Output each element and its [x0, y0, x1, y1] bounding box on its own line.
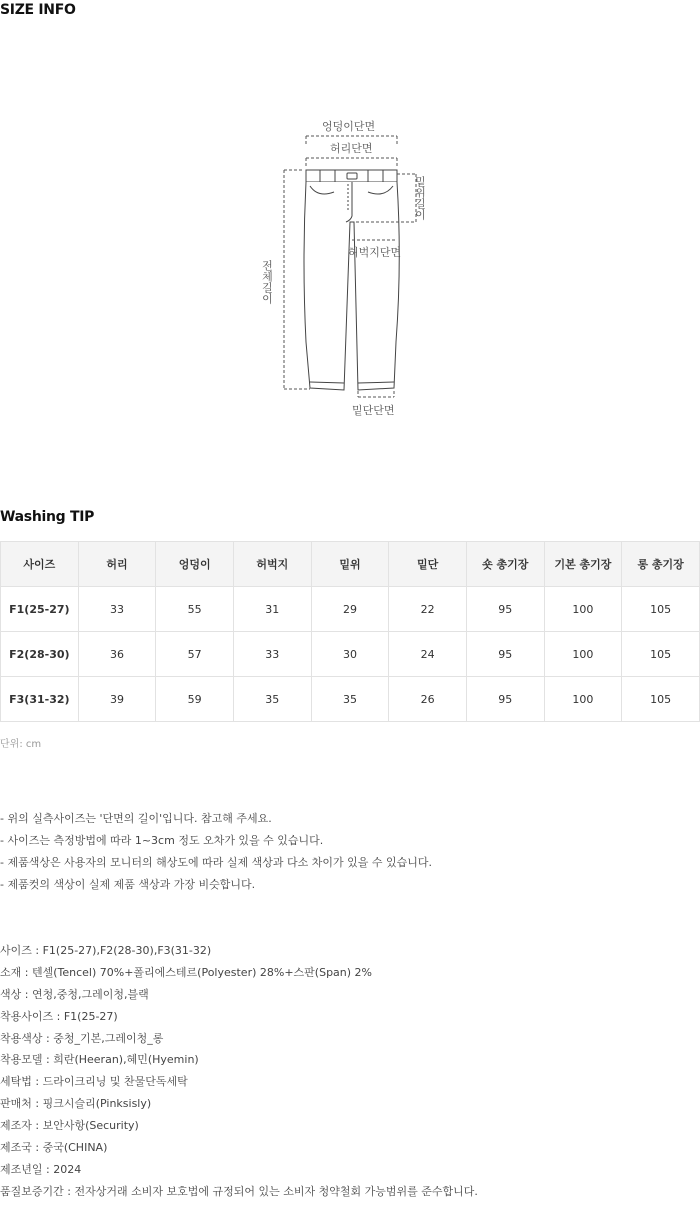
info-item: 착용사이즈 : F1(25-27) — [0, 1009, 118, 1023]
table-cell: 57 — [156, 632, 234, 677]
table-cell: F2(28-30) — [1, 632, 79, 677]
size-table — [0, 541, 700, 722]
header-size: 사이즈 — [1, 542, 79, 587]
table-cell: 35 — [311, 677, 389, 722]
table-cell: 33 — [78, 587, 156, 632]
header-hem: 밑단 — [389, 542, 467, 587]
header-thigh: 허벅지 — [233, 542, 311, 587]
info-item: 제조국 : 중국(CHINA) — [0, 1141, 108, 1155]
header-short-length: 숏 총기장 — [466, 542, 544, 587]
table-cell: 105 — [622, 587, 700, 632]
hem-label: 밑단단면 — [352, 404, 395, 417]
pants-illustration — [304, 170, 402, 390]
info-item: 색상 : 연청,중청,그레이청,블랙 — [0, 987, 149, 1001]
table-cell: 31 — [233, 587, 311, 632]
table-cell: 30 — [311, 632, 389, 677]
pants-size-diagram — [240, 112, 460, 422]
table-header-row — [1, 542, 700, 587]
note-item: - 위의 실측사이즈는 '단면의 길이'입니다. 참고해 주세요. — [0, 812, 272, 825]
table-cell: 105 — [622, 632, 700, 677]
table-cell: 24 — [389, 632, 467, 677]
table-cell: 29 — [311, 587, 389, 632]
header-regular-length: 기본 총기장 — [544, 542, 622, 587]
info-item: 판매처 : 핑크시슬리(Pinksisly) — [0, 1097, 152, 1111]
info-item: 세탁법 : 드라이크리닝 및 찬물단독세탁 — [0, 1075, 188, 1089]
table-cell: 22 — [389, 587, 467, 632]
note-item: - 제품색상은 사용자의 모니터의 해상도에 따라 실제 색상과 다소 차이가 있을 수 있습니다. — [0, 856, 432, 869]
table-cell: 100 — [544, 587, 622, 632]
info-item: 제조자 : 보안사항(Security) — [0, 1119, 139, 1133]
info-item: 착용색상 : 중청_기본,그레이청_롱 — [0, 1031, 164, 1045]
info-item: 소재 : 텐셀(Tencel) 70%+폴리에스테르(Polyester) 28%+스판(Span) 2% — [0, 965, 373, 979]
table-row — [1, 632, 700, 677]
table-cell: 26 — [389, 677, 467, 722]
rise-label: 밑위길이 — [413, 176, 427, 220]
size-info-title: SIZE INFO — [0, 2, 76, 18]
washing-tip-title: Washing TIP — [0, 509, 95, 525]
product-info-list — [0, 944, 478, 1207]
table-cell: 55 — [156, 587, 234, 632]
info-item: 착용모델 : 희란(Heeran),혜민(Hyemin) — [0, 1053, 199, 1067]
table-cell: 100 — [544, 677, 622, 722]
table-cell: 33 — [233, 632, 311, 677]
table-row — [1, 587, 700, 632]
table-cell: F3(31-32) — [1, 677, 79, 722]
table-cell: 35 — [233, 677, 311, 722]
header-rise: 밑위 — [311, 542, 389, 587]
thigh-label: 허벅지단면 — [348, 246, 402, 259]
table-cell: 95 — [466, 677, 544, 722]
header-waist: 허리 — [78, 542, 156, 587]
notes-list — [0, 812, 432, 900]
header-long-length: 롱 총기장 — [622, 542, 700, 587]
table-cell: 36 — [78, 632, 156, 677]
waist-label: 허리단면 — [330, 142, 373, 155]
table-row — [1, 677, 700, 722]
total-length-label: 전체길이 — [260, 260, 274, 304]
header-hip: 엉덩이 — [156, 542, 234, 587]
table-cell: 100 — [544, 632, 622, 677]
table-cell: 95 — [466, 632, 544, 677]
info-item: 사이즈 : F1(25-27),F2(28-30),F3(31-32) — [0, 944, 212, 957]
info-item: 제조년일 : 2024 — [0, 1162, 82, 1176]
table-cell: 59 — [156, 677, 234, 722]
unit-note: 단위: cm — [0, 739, 42, 750]
table-cell: 39 — [78, 677, 156, 722]
table-cell: 105 — [622, 677, 700, 722]
table-cell: 95 — [466, 587, 544, 632]
table-cell: F1(25-27) — [1, 587, 79, 632]
hip-label: 엉덩이단면 — [322, 120, 376, 133]
info-item: 품질보증기간 : 전자상거래 소비자 보호법에 규정되어 있는 소비자 청약철회 가능범위를 준수합니다. — [0, 1184, 478, 1198]
note-item: - 사이즈는 측정방법에 따라 1~3cm 정도 오차가 있을 수 있습니다. — [0, 834, 324, 847]
note-item: - 제품컷의 색상이 실제 제품 색상과 가장 비슷합니다. — [0, 878, 256, 891]
